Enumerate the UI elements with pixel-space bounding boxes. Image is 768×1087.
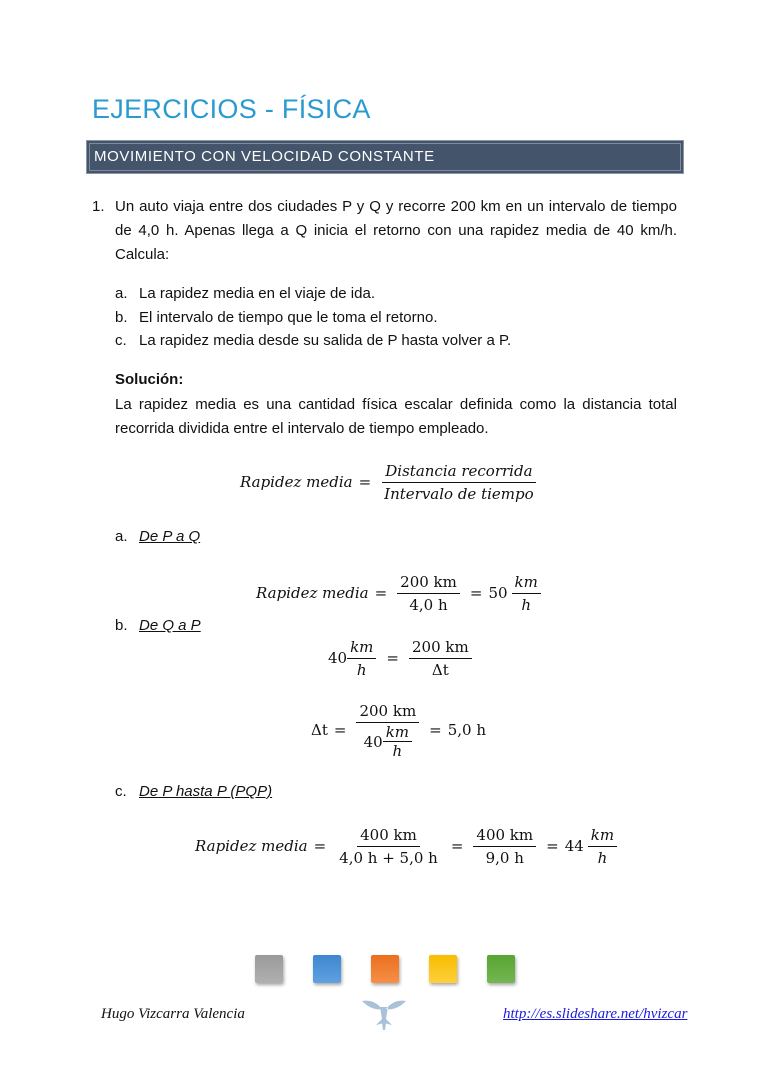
part-b-equation-1 <box>328 634 476 682</box>
section-banner <box>86 140 684 174</box>
part-a-equation <box>256 569 545 617</box>
numerator: 200 km <box>397 571 460 594</box>
eq-lhs: Rapidez media <box>256 584 369 602</box>
denominator: Δt <box>431 660 449 679</box>
section-title: MOVIMIENTO CON VELOCIDAD CONSTANTE <box>94 148 435 165</box>
denominator: h <box>521 595 532 614</box>
part-c-equation <box>195 822 621 870</box>
numerator: km <box>588 824 617 847</box>
part-b-equation-2 <box>311 696 486 764</box>
item-b-letter: b. <box>115 309 128 326</box>
footer-link[interactable]: http://es.slideshare.net/hvizcar <box>503 1006 688 1022</box>
equals: = <box>386 649 399 667</box>
denominator: h <box>597 848 608 867</box>
denominator: h <box>356 660 367 679</box>
definition-equation <box>240 458 541 506</box>
denominator: Intervalo de tiempo <box>384 484 534 503</box>
fraction <box>409 636 472 681</box>
item-c-letter: c. <box>115 332 127 349</box>
item-c-text: La rapidez media desde su salida de P hasta volver a P. <box>139 332 512 349</box>
part-a-letter: a. <box>115 528 128 545</box>
problem-number: 1. <box>92 198 105 215</box>
equals: = <box>469 584 483 602</box>
part-c-label: De P hasta P (PQP) <box>139 783 273 800</box>
result-value: 44 <box>564 837 584 855</box>
fraction <box>356 700 419 760</box>
unit-fraction <box>383 723 412 760</box>
unit-fraction <box>347 636 376 681</box>
numerator: km <box>512 571 541 594</box>
blue-square <box>313 955 341 983</box>
problem-text: Un auto viaja entre dos ciudades P y Q y recorre 200 km en un intervalo de tiempo de 4,0 h. Apenas llega a Q inicia el retorno con una rapidez media de 40 km/h. Calcula: <box>115 198 677 263</box>
numerator: 400 km <box>357 824 420 847</box>
denominator <box>361 723 415 760</box>
green-square <box>487 955 515 983</box>
speed-value: 40 <box>328 649 348 667</box>
fraction <box>473 824 536 869</box>
numerator: Distancia recorrida <box>382 460 535 483</box>
denominator: 9,0 h <box>485 848 524 867</box>
numerator: 200 km <box>409 636 472 659</box>
unit-fraction <box>512 571 541 616</box>
denominator: h <box>392 742 403 760</box>
item-a-letter: a. <box>115 285 128 302</box>
yellow-square <box>429 955 457 983</box>
speed-value: 40 <box>363 732 383 751</box>
unit-fraction <box>588 824 617 869</box>
fraction <box>397 571 460 616</box>
denominator: 4,0 h + 5,0 h <box>339 848 438 867</box>
numerator: km <box>347 636 376 659</box>
item-a-text: La rapidez media en el viaje de ida. <box>139 285 375 302</box>
equals: = <box>374 584 388 602</box>
orange-square <box>371 955 399 983</box>
footer-author: Hugo Vizcarra Valencia <box>101 1006 245 1022</box>
logo-ornament-icon <box>360 997 408 1031</box>
equals: = <box>333 721 347 739</box>
equals: = <box>450 837 464 855</box>
eq-lhs: Rapidez media <box>240 473 353 491</box>
result-value: 50 <box>488 584 508 602</box>
equals: = <box>546 837 559 855</box>
part-b-letter: b. <box>115 617 128 634</box>
gray-square <box>255 955 283 983</box>
denominator: 4,0 h <box>409 595 448 614</box>
part-b-label: De Q a P <box>139 617 201 634</box>
part-c-letter: c. <box>115 783 127 800</box>
numerator: 200 km <box>356 700 419 723</box>
equals: = <box>429 721 442 739</box>
fraction <box>381 460 536 505</box>
equals: = <box>313 837 327 855</box>
solution-heading: Solución: <box>115 371 184 388</box>
fraction <box>336 824 441 869</box>
equals: = <box>358 473 372 491</box>
page-title: EJERCICIOS - FÍSICA <box>92 94 371 124</box>
numerator: km <box>383 723 412 742</box>
eq-lhs: Rapidez media <box>195 837 308 855</box>
result-value: 5,0 h <box>447 721 487 739</box>
part-a-label: De P a Q <box>139 528 201 545</box>
numerator: 400 km <box>473 824 536 847</box>
solution-text: La rapidez media es una cantidad física escalar definida como la distancia total recorrida dividida entre el intervalo de tiempo empleado. <box>115 396 677 437</box>
item-b-text: El intervalo de tiempo que le toma el retorno. <box>139 309 438 326</box>
eq-lhs: Δt <box>311 721 328 739</box>
